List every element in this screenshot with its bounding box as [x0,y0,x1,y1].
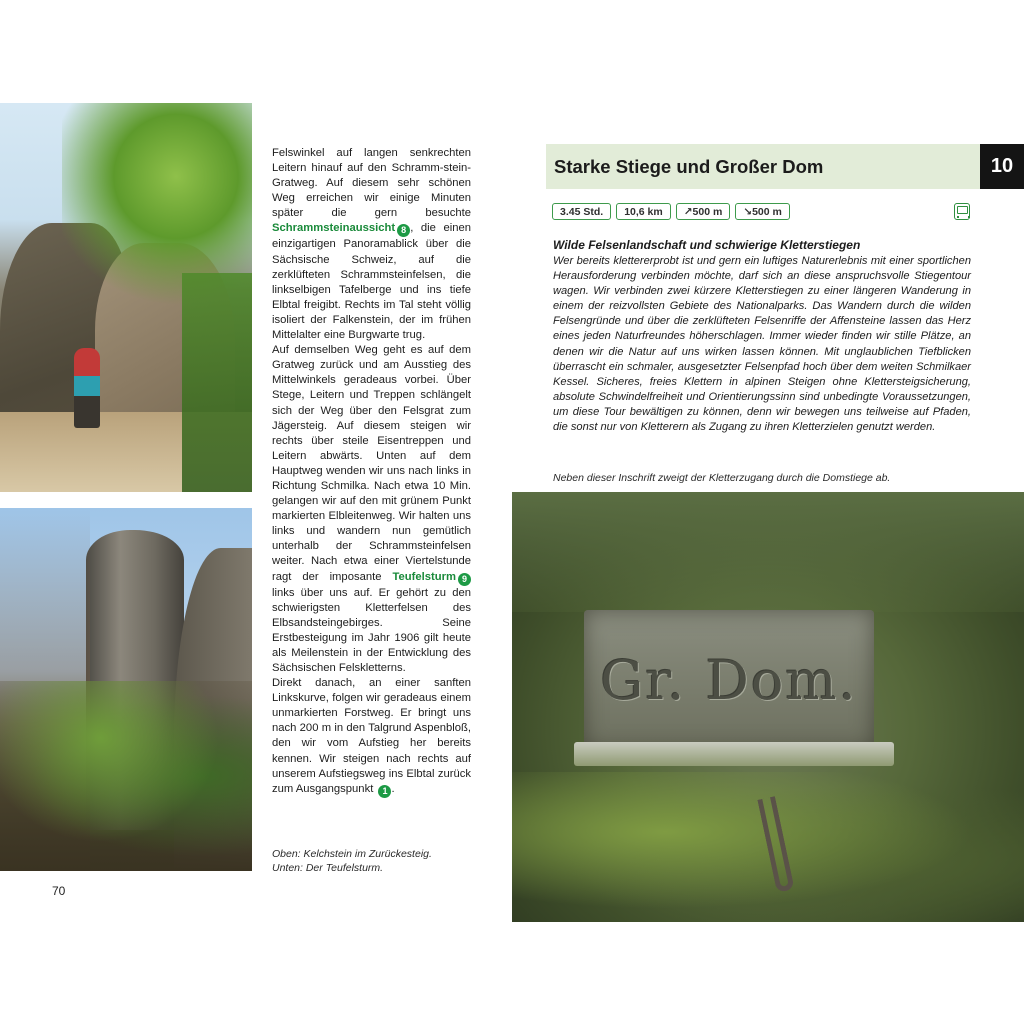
text-run: Auf demselben Weg geht es auf dem Gratweg zurück und am Ausstieg des Mittelwinkels geradeaus vorbei. Über Stege, Leitern und Treppen schlängelt sich der Weg über den Felsgrat zum Jägersteig. Auf diesem steigen wir rechts über steile Eisentreppen und Leitern abwärts. Unten auf dem Hauptweg wenden wir uns nach links in Richtung Schmilka. Nach etwa 10 Min. gelangen wir auf den mit grünem Punkt markierten Elbleitenweg. Wir halten uns links und wandern nun gemütlich unterhalb der Schrammsteinfelsen weiter. Nach etwa einer Viertelstunde ragt der imposante [272,344,471,583]
waypoint-name: Schrammsteinaussicht [272,222,396,235]
waypoint-name: Teufelsturm [392,570,456,583]
stat-descent: ↘500 m [735,203,790,220]
text-run: Direkt danach, an einer sanften Linkskurve, folgen wir geradeaus einem unmarkierten Forstweg. Er bringt uns nach 200 m in den Talgrund Aspenbloß, den wir vom Aufstieg her bereits kennen. Wir steigen nach rechts auf unserem Aufstiegsweg ins Elbtal zurück zum Ausgangspunkt [272,677,471,795]
body-paragraph [272,676,471,798]
waypoint-number-badge: 9 [458,573,471,586]
photo-teufelsturm [0,508,252,871]
waypoint-number-badge: 8 [397,224,410,237]
stat-distance: 10,6 km [616,203,671,220]
body-paragraph [272,343,471,676]
inscription-text: Gr. Dom. [600,648,858,712]
text-run: links über uns auf. Er gehört zu den schwierigsten Kletterfelsen des Elbsandsteingebirges. Seine Erstbesteigung im Jahr 1906 gilt heute als Meilenstein in der Entwicklung des Sächsischen Felskletterns. [272,586,471,674]
photo-kelchstein [0,103,252,492]
body-paragraph [272,146,471,343]
intro-text: Wer bereits klettererprobt ist und gern ein luftiges Naturerlebnis mit einer sportlichen Herausforderung verbinden möchte, darf sich an diese anspruchsvolle Stiegentour wagen. Wir verbinden zwei kürzere Kletterstiegen zu einer längeren Wanderung in einem der reizvollsten Gebiete des Nationalparks. Das Wandern durch die wilden Felsengründe und über die zerklüfteten Felsenriffe der Affensteine lassen das Herz eines jeden Naturfreundes höherschlagen. Immer wieder finden wir stille Plätze, an denen wir die Natur auf uns wirken lassen können. Mit unglaublichen Tiefblicken überrascht ein schmaler, ausgesetzter Felsenpfad hoch über dem weiten Schmilkaer Kessel. Sicheres, freies Klettern in alpinen Steigen ohne Klettersteigsicherung, absolute Schwindelfreiheit und Orientierungssinn sind unbedingte Voraussetzungen, um diese Tour bewältigen zu können, denn wir bewegen uns teilweise auf Pfaden, die sonst nur von Kletterern als Zugang zu ihren Kletterzielen genutzt werden. [553,255,971,434]
page-number: 70 [52,884,66,898]
text-run: , die einen einzigartigen Panoramablick über die Sächsische Schweiz, auf die zerklüfteten Schrammsteinfelsen, die linkselbigen Tafelberge und ins tiefe Elbtal freigibt. Rechts im Tal steht völlig isoliert der Falkenstein, der im frühen Mittelalter eine Burgwarte trug. [272,222,471,342]
stat-duration: 3.45 Std. [552,203,611,220]
photo-caption-right: Neben dieser Inschrift zweigt der Kletterzugang durch die Domstiege ab. [553,472,891,484]
tour-title: Starke Stiege und Großer Dom [554,155,824,177]
moss-shape [512,492,1024,612]
text-run: Felswinkel auf langen senkrechten Leitern hinauf auf den Schramm-stein-Gratweg. Auf diesem sehr schönen Weg erreichen wir einige Minuten später die gern besuchte [272,147,471,220]
tour-title-bar [546,144,980,189]
photo-captions-left [272,848,482,875]
waypoint-number-badge: 1 [378,785,391,798]
tour-stats [552,203,790,220]
tour-number-badge: 10 [980,144,1024,189]
body-text-left [272,146,471,798]
stone-ledge [574,742,894,766]
caption-bottom: Unten: Der Teufelsturm. [272,861,384,874]
caption-top: Oben: Kelchstein im Zurückesteig. [272,848,432,860]
hiker-figure [74,348,100,428]
stat-ascent: ↗500 m [676,203,731,220]
foliage-shape [182,273,252,492]
bus-icon [954,203,970,220]
text-run: . [391,782,395,795]
intro-heading: Wilde Felsenlandschaft und schwierige Kletterstiegen [553,238,861,252]
trees-shape [0,681,252,871]
photo-dom-inscription [512,492,1024,922]
